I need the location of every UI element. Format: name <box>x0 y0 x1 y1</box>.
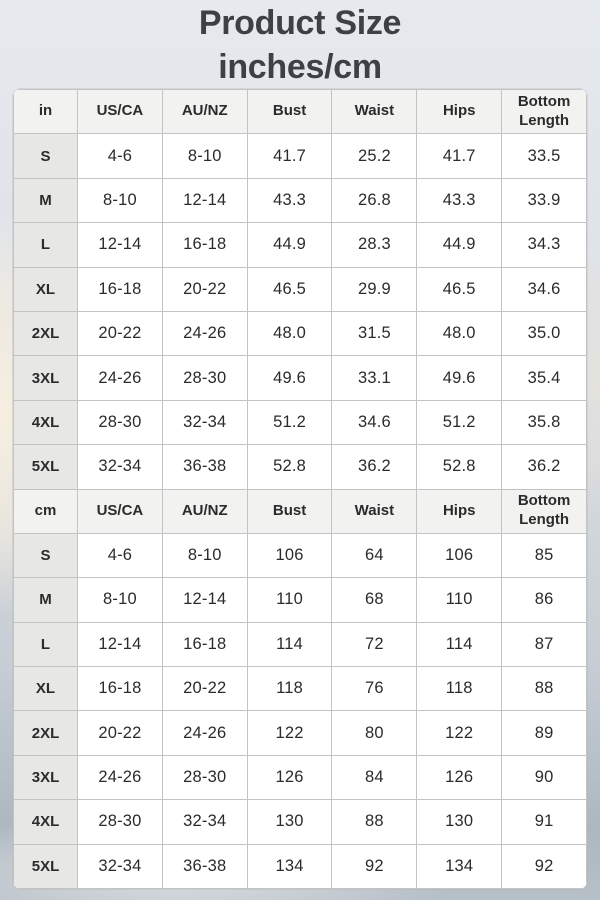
column-header-cell: Hips <box>417 489 502 533</box>
measurement-cell: 130 <box>247 800 332 844</box>
size-row-in-5xl <box>14 445 587 489</box>
measurement-cell: 36-38 <box>162 844 247 888</box>
measurement-cell: 4-6 <box>78 533 163 577</box>
size-row-cm-s <box>14 533 587 577</box>
measurement-cell: 16-18 <box>78 267 163 311</box>
measurement-cell: 32-34 <box>162 400 247 444</box>
measurement-cell: 31.5 <box>332 311 417 355</box>
measurement-cell: 12-14 <box>162 178 247 222</box>
measurement-cell: 130 <box>417 800 502 844</box>
measurement-cell: 46.5 <box>247 267 332 311</box>
page-title-line2: inches/cm <box>218 48 382 86</box>
size-label-cell: 3XL <box>14 755 78 799</box>
measurement-cell: 34.3 <box>502 223 587 267</box>
measurement-cell: 49.6 <box>247 356 332 400</box>
measurement-cell: 90 <box>502 755 587 799</box>
size-label-cell: XL <box>14 667 78 711</box>
measurement-cell: 126 <box>247 755 332 799</box>
measurement-cell: 114 <box>417 622 502 666</box>
measurement-cell: 32-34 <box>162 800 247 844</box>
measurement-cell: 122 <box>247 711 332 755</box>
column-header-cell: US/CA <box>78 489 163 533</box>
size-row-cm-4xl <box>14 800 587 844</box>
measurement-cell: 51.2 <box>417 400 502 444</box>
size-chart-container <box>13 89 587 889</box>
measurement-cell: 85 <box>502 533 587 577</box>
measurement-cell: 114 <box>247 622 332 666</box>
measurement-cell: 20-22 <box>78 711 163 755</box>
size-label-cell: 4XL <box>14 400 78 444</box>
measurement-cell: 20-22 <box>78 311 163 355</box>
size-label-cell: S <box>14 134 78 178</box>
measurement-cell: 126 <box>417 755 502 799</box>
size-row-in-s <box>14 134 587 178</box>
size-chart-body <box>14 90 587 889</box>
size-row-cm-5xl <box>14 844 587 888</box>
measurement-cell: 24-26 <box>162 311 247 355</box>
size-label-cell: L <box>14 223 78 267</box>
measurement-cell: 33.1 <box>332 356 417 400</box>
measurement-cell: 86 <box>502 578 587 622</box>
column-header-cell: Hips <box>417 90 502 134</box>
measurement-cell: 35.8 <box>502 400 587 444</box>
measurement-cell: 36.2 <box>332 445 417 489</box>
measurement-cell: 110 <box>417 578 502 622</box>
size-row-cm-3xl <box>14 755 587 799</box>
measurement-cell: 88 <box>502 667 587 711</box>
measurement-cell: 34.6 <box>502 267 587 311</box>
column-header-cell: AU/NZ <box>162 489 247 533</box>
size-label-cell: 5XL <box>14 844 78 888</box>
measurement-cell: 20-22 <box>162 267 247 311</box>
size-chart-table <box>13 89 587 889</box>
measurement-cell: 118 <box>247 667 332 711</box>
measurement-cell: 35.4 <box>502 356 587 400</box>
measurement-cell: 41.7 <box>417 134 502 178</box>
column-header-cell: Bust <box>247 90 332 134</box>
size-row-in-2xl <box>14 311 587 355</box>
size-label-cell: 2XL <box>14 311 78 355</box>
size-label-cell: S <box>14 533 78 577</box>
measurement-cell: 44.9 <box>417 223 502 267</box>
measurement-cell: 8-10 <box>162 134 247 178</box>
measurement-cell: 76 <box>332 667 417 711</box>
size-label-cell: L <box>14 622 78 666</box>
size-row-cm-l <box>14 622 587 666</box>
measurement-cell: 33.9 <box>502 178 587 222</box>
size-row-in-3xl <box>14 356 587 400</box>
measurement-cell: 52.8 <box>247 445 332 489</box>
measurement-cell: 28.3 <box>332 223 417 267</box>
measurement-cell: 68 <box>332 578 417 622</box>
measurement-cell: 16-18 <box>162 622 247 666</box>
measurement-cell: 12-14 <box>78 223 163 267</box>
column-header-cell: Bottom Length <box>502 489 587 533</box>
measurement-cell: 8-10 <box>162 533 247 577</box>
unit-header-cell: in <box>14 90 78 134</box>
measurement-cell: 16-18 <box>78 667 163 711</box>
measurement-cell: 8-10 <box>78 178 163 222</box>
measurement-cell: 24-26 <box>78 356 163 400</box>
size-row-in-m <box>14 178 587 222</box>
header-row-in <box>14 90 587 134</box>
measurement-cell: 4-6 <box>78 134 163 178</box>
measurement-cell: 134 <box>247 844 332 888</box>
measurement-cell: 48.0 <box>247 311 332 355</box>
measurement-cell: 72 <box>332 622 417 666</box>
measurement-cell: 35.0 <box>502 311 587 355</box>
size-label-cell: M <box>14 178 78 222</box>
measurement-cell: 46.5 <box>417 267 502 311</box>
measurement-cell: 43.3 <box>417 178 502 222</box>
size-row-cm-2xl <box>14 711 587 755</box>
measurement-cell: 84 <box>332 755 417 799</box>
size-label-cell: 2XL <box>14 711 78 755</box>
measurement-cell: 51.2 <box>247 400 332 444</box>
measurement-cell: 28-30 <box>162 755 247 799</box>
size-row-cm-xl <box>14 667 587 711</box>
column-header-cell: Waist <box>332 489 417 533</box>
measurement-cell: 16-18 <box>162 223 247 267</box>
measurement-cell: 12-14 <box>78 622 163 666</box>
measurement-cell: 34.6 <box>332 400 417 444</box>
measurement-cell: 28-30 <box>78 400 163 444</box>
measurement-cell: 20-22 <box>162 667 247 711</box>
measurement-cell: 88 <box>332 800 417 844</box>
measurement-cell: 134 <box>417 844 502 888</box>
measurement-cell: 52.8 <box>417 445 502 489</box>
measurement-cell: 28-30 <box>162 356 247 400</box>
measurement-cell: 29.9 <box>332 267 417 311</box>
size-row-in-xl <box>14 267 587 311</box>
measurement-cell: 64 <box>332 533 417 577</box>
size-row-in-4xl <box>14 400 587 444</box>
measurement-cell: 106 <box>247 533 332 577</box>
measurement-cell: 8-10 <box>78 578 163 622</box>
measurement-cell: 80 <box>332 711 417 755</box>
measurement-cell: 106 <box>417 533 502 577</box>
measurement-cell: 110 <box>247 578 332 622</box>
measurement-cell: 118 <box>417 667 502 711</box>
measurement-cell: 92 <box>332 844 417 888</box>
measurement-cell: 89 <box>502 711 587 755</box>
column-header-cell: Bottom Length <box>502 90 587 134</box>
page-title-line1: Product Size <box>198 4 402 42</box>
size-label-cell: M <box>14 578 78 622</box>
measurement-cell: 41.7 <box>247 134 332 178</box>
measurement-cell: 48.0 <box>417 311 502 355</box>
size-label-cell: 4XL <box>14 800 78 844</box>
size-label-cell: XL <box>14 267 78 311</box>
measurement-cell: 24-26 <box>78 755 163 799</box>
unit-header-cell: cm <box>14 489 78 533</box>
size-row-cm-m <box>14 578 587 622</box>
column-header-cell: US/CA <box>78 90 163 134</box>
measurement-cell: 32-34 <box>78 445 163 489</box>
measurement-cell: 36.2 <box>502 445 587 489</box>
measurement-cell: 24-26 <box>162 711 247 755</box>
size-label-cell: 5XL <box>14 445 78 489</box>
column-header-cell: Bust <box>247 489 332 533</box>
measurement-cell: 36-38 <box>162 445 247 489</box>
measurement-cell: 33.5 <box>502 134 587 178</box>
measurement-cell: 87 <box>502 622 587 666</box>
measurement-cell: 92 <box>502 844 587 888</box>
measurement-cell: 26.8 <box>332 178 417 222</box>
measurement-cell: 28-30 <box>78 800 163 844</box>
measurement-cell: 122 <box>417 711 502 755</box>
measurement-cell: 32-34 <box>78 844 163 888</box>
measurement-cell: 12-14 <box>162 578 247 622</box>
measurement-cell: 91 <box>502 800 587 844</box>
column-header-cell: Waist <box>332 90 417 134</box>
measurement-cell: 25.2 <box>332 134 417 178</box>
size-label-cell: 3XL <box>14 356 78 400</box>
column-header-cell: AU/NZ <box>162 90 247 134</box>
header-row-cm <box>14 489 587 533</box>
size-row-in-l <box>14 223 587 267</box>
measurement-cell: 43.3 <box>247 178 332 222</box>
page-title <box>0 0 600 89</box>
measurement-cell: 44.9 <box>247 223 332 267</box>
measurement-cell: 49.6 <box>417 356 502 400</box>
